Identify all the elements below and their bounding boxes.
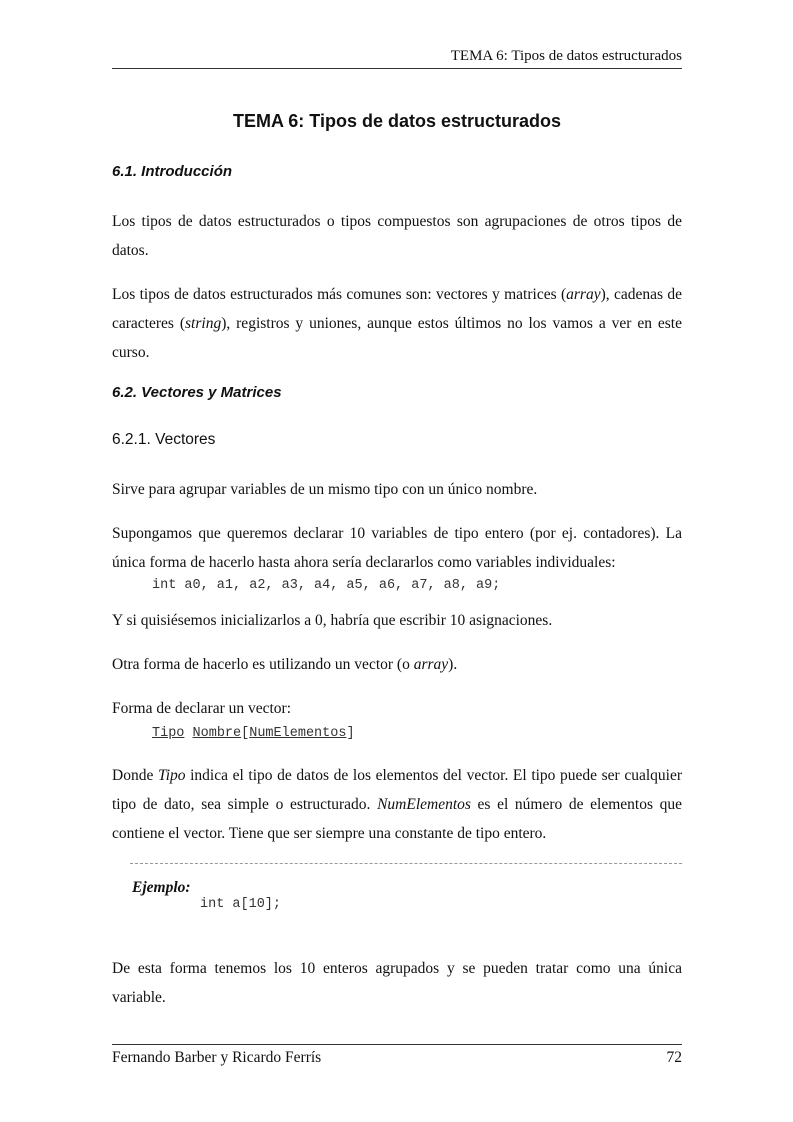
vectors-paragraph-5: Forma de declarar un vector: xyxy=(112,700,292,717)
footer-page-number: 72 xyxy=(666,1049,682,1066)
footer-authors: Fernando Barber y Ricardo Ferrís xyxy=(112,1049,322,1066)
term-string: string xyxy=(185,315,222,332)
header-rule xyxy=(112,68,682,69)
vectors-paragraph-6: Donde Tipo indica el tipo de datos de los elementos del vector. El tipo puede ser cualquier tipo de dato, sea simple o estructurado. NumElementos es el número de elementos que contiene el vector. Tiene que ser siempre una constante de tipo entero. xyxy=(112,767,682,842)
document-title: TEMA 6: Tipos de datos estructurados xyxy=(232,111,562,131)
vectors-paragraph-4: Otra forma de hacerlo es utilizando un vector (o array). xyxy=(112,656,458,673)
vectors-paragraph-2: Supongamos que queremos declarar 10 variables de tipo entero (por ej. contadores). La única forma de hacerlo hasta ahora sería declararlos como variables individuales: xyxy=(112,525,682,571)
term-numelementos: NumElementos xyxy=(377,796,471,813)
document-page xyxy=(112,0,682,1122)
code-vector-syntax: Tipo Nombre[NumElementos] xyxy=(152,726,355,741)
footer-rule xyxy=(112,1044,682,1045)
term-array: array xyxy=(566,286,601,303)
syntax-numelementos: NumElementos xyxy=(249,726,347,741)
syntax-nombre: Nombre xyxy=(192,726,242,741)
vectors-paragraph-7: De esta forma tenemos los 10 enteros agrupados y se pueden tratar como una única variable. xyxy=(112,960,682,1006)
code-declaration-individual: int a0, a1, a2, a3, a4, a5, a6, a7, a8, a9; xyxy=(152,578,501,593)
subsection-heading-vectores: 6.2.1. Vectores xyxy=(112,431,216,448)
vectors-paragraph-1: Sirve para agrupar variables de un mismo tipo con un único nombre. xyxy=(112,481,538,498)
running-header: TEMA 6: Tipos de datos estructurados xyxy=(450,48,682,64)
intro-paragraph-2: Los tipos de datos estructurados más comunes son: vectores y matrices (array), cadenas de caracteres (string), registros y uniones, aunque estos últimos no los vamos a ver en este curso. xyxy=(112,286,683,361)
syntax-tipo: Tipo xyxy=(152,726,185,741)
section-heading-vectores-matrices: 6.2. Vectores y Matrices xyxy=(112,384,282,401)
example-divider xyxy=(130,863,682,864)
term-array: array xyxy=(413,656,449,673)
example-label: Ejemplo: xyxy=(132,879,191,896)
intro-paragraph-1: Los tipos de datos estructurados o tipos compuestos son agrupaciones de otros tipos de datos. xyxy=(112,213,682,259)
vectors-paragraph-3: Y si quisiésemos inicializarlos a 0, habría que escribir 10 asignaciones. xyxy=(112,612,553,629)
code-example: int a[10]; xyxy=(200,897,282,912)
section-heading-introduccion: 6.1. Introducción xyxy=(112,163,233,180)
term-tipo: Tipo xyxy=(157,767,186,784)
